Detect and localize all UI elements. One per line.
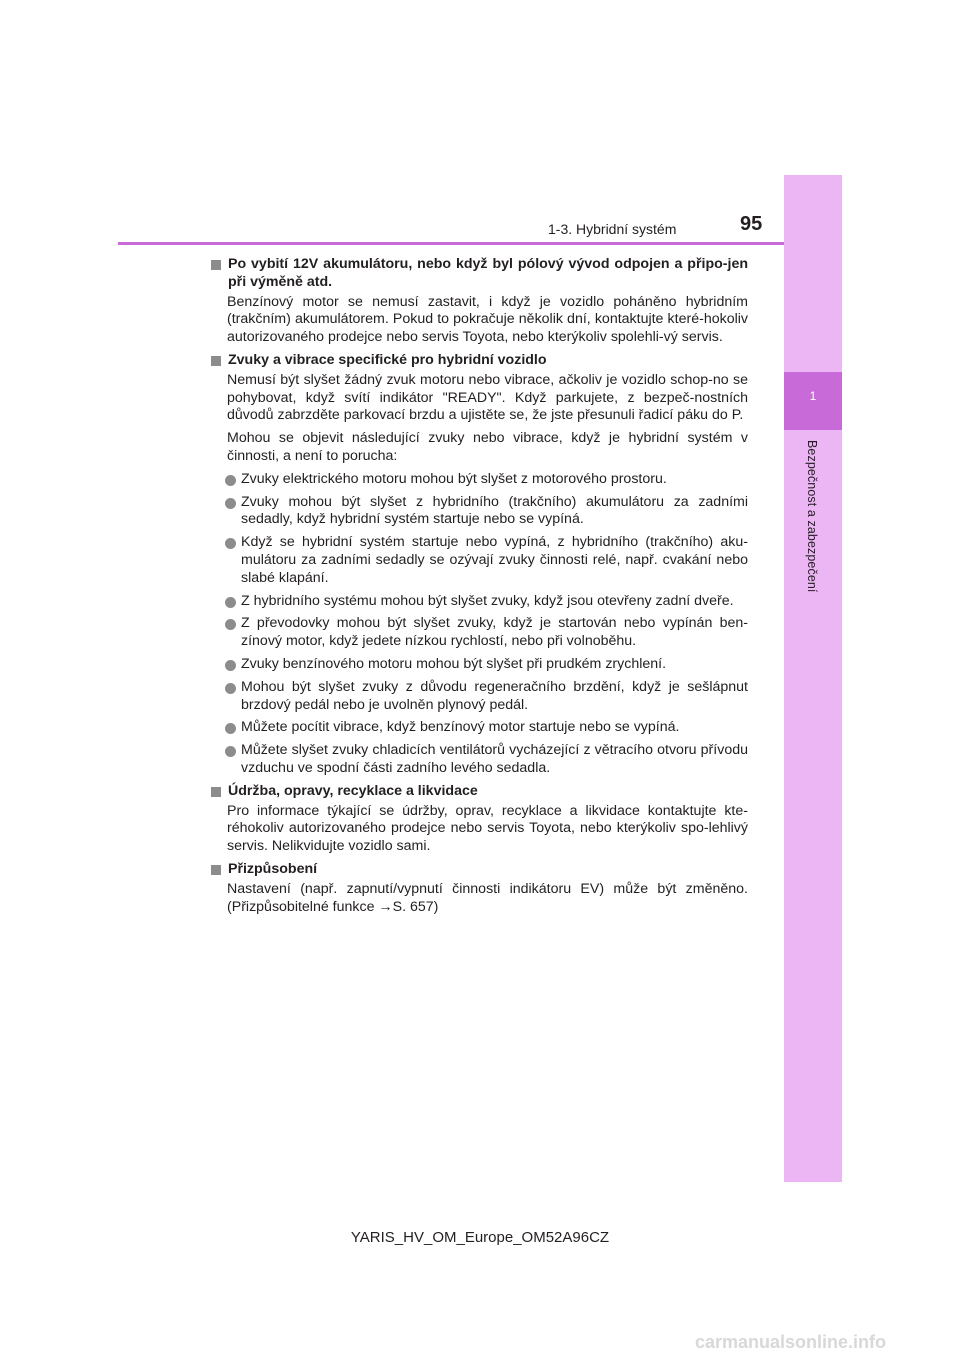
square-bullet-icon bbox=[211, 787, 221, 797]
square-bullet-icon bbox=[211, 865, 221, 875]
square-bullet-icon bbox=[211, 260, 221, 270]
page-content bbox=[211, 256, 748, 921]
section-battery bbox=[211, 256, 748, 347]
round-bullet-icon bbox=[225, 619, 236, 630]
document-code: YARIS_HV_OM_Europe_OM52A96CZ bbox=[350, 1229, 610, 1246]
page-number: 95 bbox=[740, 213, 763, 235]
round-bullet-icon bbox=[225, 683, 236, 694]
round-bullet-icon bbox=[225, 597, 236, 608]
chapter-number: 1 bbox=[809, 389, 817, 403]
list-item: Můžete pocítit vibrace, když benzínový motor startuje nebo se vypíná. bbox=[211, 719, 748, 737]
round-bullet-icon bbox=[225, 660, 236, 671]
round-bullet-icon bbox=[225, 746, 236, 757]
round-bullet-icon bbox=[225, 538, 236, 549]
square-bullet-icon bbox=[211, 356, 221, 366]
section-heading: Zvuky a vibrace specifické pro hybridní vozidlo bbox=[211, 352, 748, 370]
paragraph: Benzínový motor se nemusí zastavit, i když je vozidlo poháněno hybridním (trakčním) akumulátorem. Pokud to pokračuje několik dní, kontaktujte které-hokoliv autorizovaného prodejce nebo servis Toyota, nebo kterýkoliv spolehli-vý servis. bbox=[227, 293, 748, 346]
paragraph: Mohou se objevit následující zvuky nebo vibrace, když je hybridní systém v činnosti, a není to porucha: bbox=[227, 430, 748, 464]
paragraph: Pro informace týkající se údržby, oprav, recyklace a likvidace kontaktujte kte-réhokoliv autorizovaného prodejce nebo servis Toyota, nebo kterýkoliv spo-lehlivý servis. Nelikvidujte vozidlo sami. bbox=[227, 802, 748, 855]
section-title: 1-3. Hybridní systém bbox=[548, 221, 677, 237]
section-customization bbox=[211, 861, 748, 916]
list-item: Z hybridního systému mohou být slyšet zvuky, když jsou otevřeny zadní dveře. bbox=[211, 593, 748, 611]
list-item: Když se hybridní systém startuje nebo vypíná, z hybridního (trakčního) aku-mulátoru za zadními sedadly se ozývají zvuky činnosti relé, např. cvakání nebo slabé klapání. bbox=[211, 534, 748, 587]
section-heading: Přizpůsobení bbox=[211, 861, 748, 879]
list-item: Mohou být slyšet zvuky z důvodu regeneračního brzdění, když je sešlápnut brzdový pedál nebo je uvolněn plynový pedál. bbox=[211, 679, 748, 715]
list-item: Z převodovky mohou být slyšet zvuky, když je startován nebo vypínán ben-zínový motor, když jedete nízkou rychlostí, nebo při volnoběhu. bbox=[211, 615, 748, 651]
paragraph: Nemusí být slyšet žádný zvuk motoru nebo vibrace, ačkoliv je vozidlo schop-no se pohybovat, když svítí indikátor "READY". Když parkujete, z bezpeč-nostních důvodů zabrzděte parkovací brzdu a ujistěte se, že jste přesunuli řadicí páku do P. bbox=[227, 371, 748, 424]
header-rule bbox=[118, 242, 784, 245]
list-item: Zvuky elektrického motoru mohou být slyšet z motorového prostoru. bbox=[211, 471, 748, 489]
chapter-title: Bezpečnost a zabezpečení bbox=[805, 440, 819, 593]
section-heading: Údržba, opravy, recyklace a likvidace bbox=[211, 783, 748, 801]
section-heading: Po vybití 12V akumulátoru, nebo když byl pólový vývod odpojen a připo-jen při výměně atd. bbox=[211, 256, 748, 292]
list-item: Zvuky mohou být slyšet z hybridního (trakčního) akumulátoru za zadními sedadly, když hybridní systém startuje nebo se vypíná. bbox=[211, 494, 748, 530]
round-bullet-icon bbox=[225, 723, 236, 734]
list-item: Můžete slyšet zvuky chladicích ventilátorů vycházející z větracího otvoru přívodu vzduchu ve spodní části zadního levého sedadla. bbox=[211, 742, 748, 778]
watermark: carmanualsonline.info bbox=[695, 1332, 887, 1352]
chapter-side-tab bbox=[784, 175, 842, 1182]
section-maintenance bbox=[211, 783, 748, 856]
paragraph: Nastavení (např. zapnutí/vypnutí činnosti indikátoru EV) může být změněno. (Přizpůsobitelné funkce →S. 657) bbox=[227, 880, 748, 915]
list-item: Zvuky benzínového motoru mohou být slyšet při prudkém zrychlení. bbox=[211, 656, 748, 674]
round-bullet-icon bbox=[225, 475, 236, 486]
round-bullet-icon bbox=[225, 498, 236, 509]
section-sounds bbox=[211, 352, 748, 778]
